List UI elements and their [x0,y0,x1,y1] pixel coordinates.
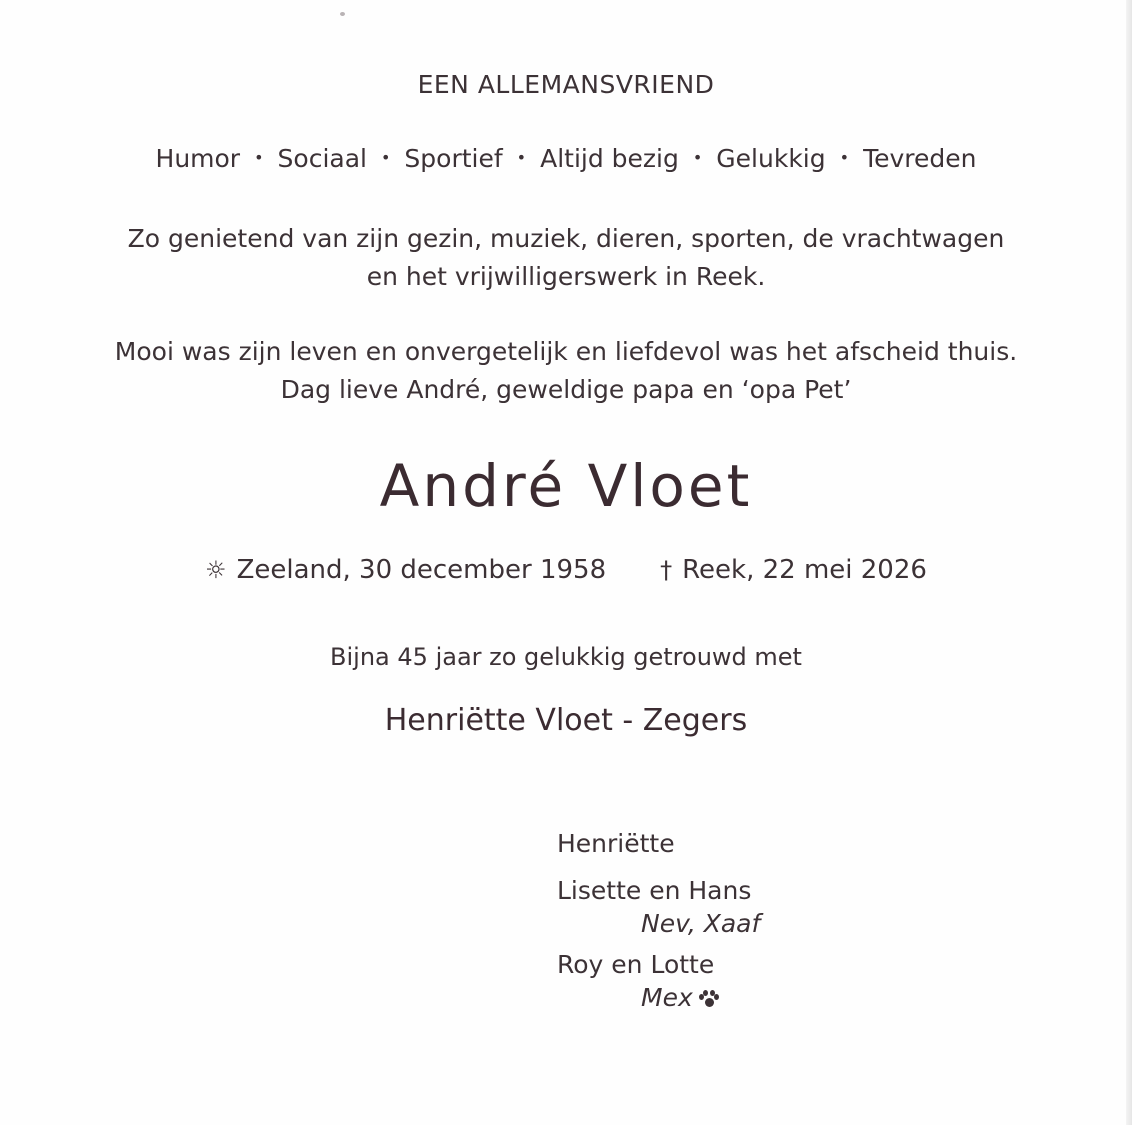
paragraph-enjoyment-line1: Zo genietend van zijn gezin, muziek, dieren, sporten, de vrachtwagen [127,224,1005,253]
trait-separator: • [380,148,391,167]
trait-separator: • [516,148,527,167]
family-member: Henriëtte [557,829,675,858]
paper-speck [340,12,345,16]
traits-line [0,144,1132,173]
paragraph-farewell-line1: Mooi was zijn leven en onvergetelijk en liefdevol was het afscheid thuis. [114,337,1018,366]
family-list [557,828,760,1023]
heading: EEN ALLEMANSVRIEND [417,70,715,99]
grandchild: Mex [641,983,693,1012]
trait-separator: • [254,148,264,167]
birth-date: Zeeland, 30 december 1958 [236,555,607,585]
family-member: Roy en Lotte [557,950,715,979]
sun-icon: ☼ [205,556,227,584]
grandchildren: Nev, Xaaf [641,909,761,938]
paragraph-farewell [0,333,1132,409]
trait-separator: • [692,148,703,167]
trait-altijd-bezig: Altijd bezig [540,144,679,173]
death-date: Reek, 22 mei 2026 [682,555,927,585]
family-member: Lisette en Hans [557,876,752,905]
trait-sociaal: Sociaal [277,144,367,173]
grandchildren-row [557,985,760,1023]
cross-icon: † [660,556,673,584]
life-dates [0,555,1132,585]
paw-icon [699,990,719,1008]
paragraph-enjoyment-line2: en het vrijwilligerswerk in Reek. [366,262,766,291]
trait-separator: • [839,148,850,167]
trait-gelukkig: Gelukkig [716,144,826,173]
spouse-name: Henriëtte Vloet - Zegers [384,703,748,738]
trait-tevreden: Tevreden [863,144,977,173]
marriage-line: Bijna 45 jaar zo gelukkig getrouwd met [330,643,802,671]
paragraph-enjoyment [0,220,1132,296]
trait-humor: Humor [155,144,241,173]
deceased-name: André Vloet [379,452,753,520]
trait-sportief: Sportief [404,144,503,173]
paragraph-farewell-line2: Dag lieve André, geweldige papa en ‘opa Pet’ [280,375,852,404]
